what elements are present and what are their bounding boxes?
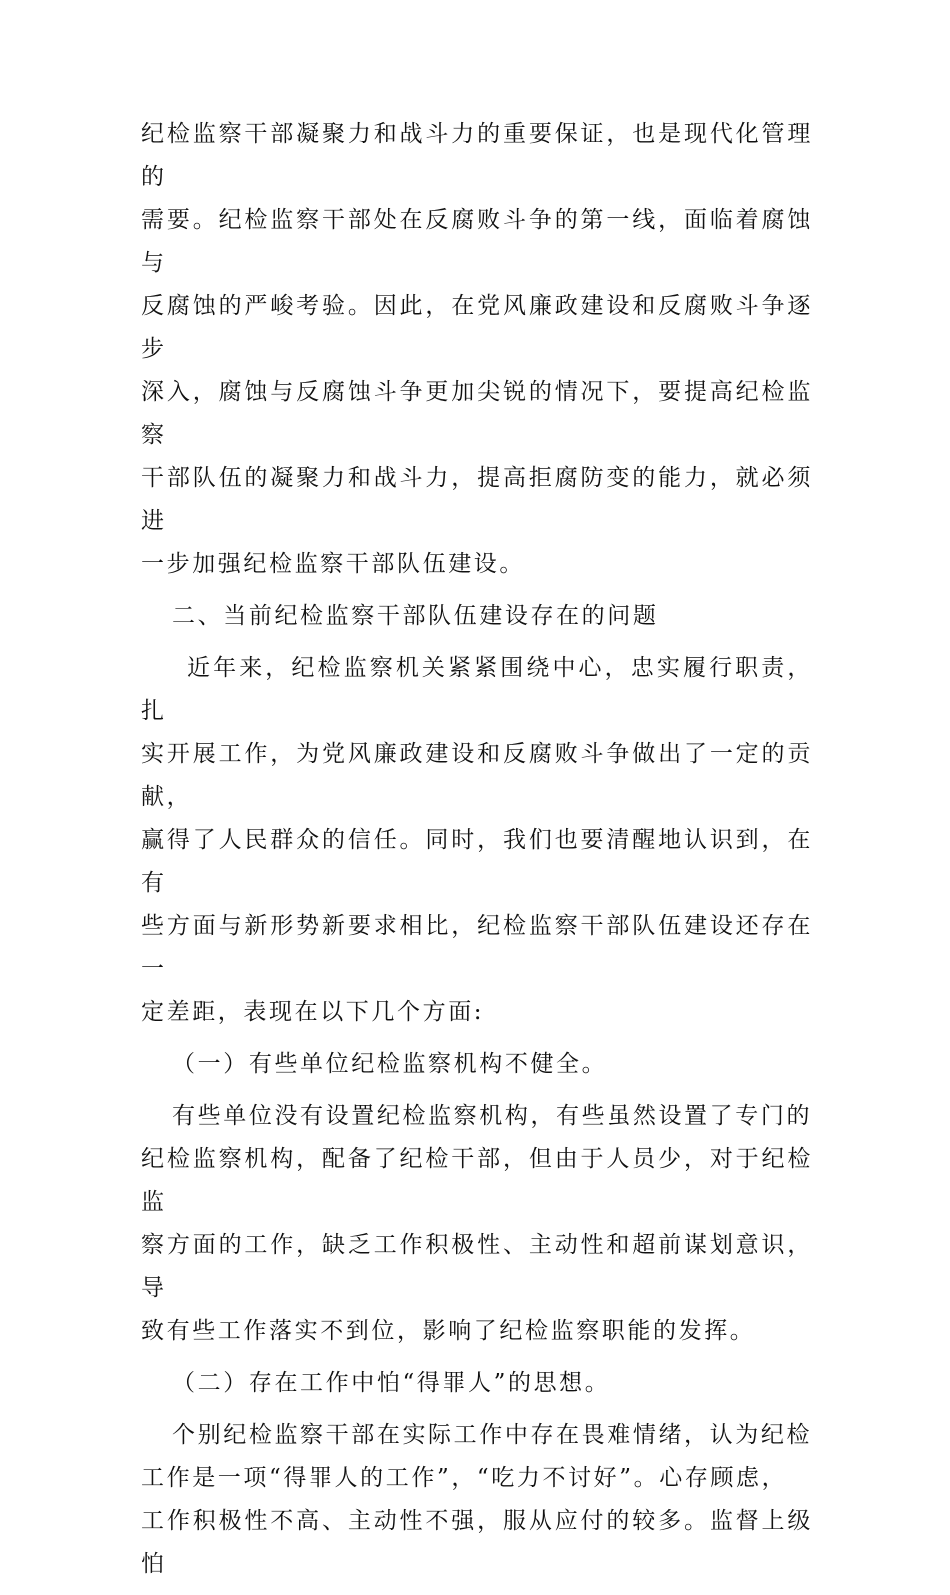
text-line: 反腐蚀的严峻考验。因此，在党风廉政建设和反腐败斗争逐步 [141, 293, 813, 362]
section-heading [141, 595, 813, 638]
text-line: 有些单位没有设置纪检监察机构，有些虽然设置了专门的 [172, 1103, 813, 1129]
text-line: 纪检监察机构，配备了纪检干部，但由于人员少，对于纪检监 [141, 1146, 813, 1215]
text-line: 察方面的工作，缺乏工作积极性、主动性和超前谋划意识，导 [141, 1232, 813, 1301]
heading-text: 二、当前纪检监察干部队伍建设存在的问题 [172, 603, 659, 629]
subheading-text: （二）存在工作中怕“得罪人”的思想。 [172, 1370, 611, 1396]
text-line: 定差距，表现在以下几个方面: [141, 999, 485, 1025]
text-line: 个别纪检监察干部在实际工作中存在畏难情绪，认为纪检 [172, 1422, 813, 1448]
subsection-heading-2 [141, 1362, 813, 1405]
text-line: 实开展工作，为党风廉政建设和反腐败斗争做出了一定的贡献， [141, 741, 813, 810]
paragraph-overview [141, 647, 813, 1034]
paragraph-issue-2 [141, 1414, 813, 1586]
text-line: 需要。纪检监察干部处在反腐败斗争的第一线，面临着腐蚀与 [141, 207, 813, 276]
text-line: 些方面与新形势新要求相比，纪检监察干部队伍建设还存在一 [141, 913, 813, 982]
text-line: 工作是一项“得罪人的工作”，“吃力不讨好”。心存顾虑， [141, 1465, 788, 1491]
document-body [141, 113, 813, 1595]
text-line: 干部队伍的凝聚力和战斗力，提高拒腐防变的能力，就必须进 [141, 465, 813, 534]
text-line: 近年来，纪检监察机关紧紧围绕中心，忠实履行职责，扎 [141, 655, 813, 724]
paragraph-intro-continued [141, 113, 813, 586]
text-line: 纪检监察干部凝聚力和战斗力的重要保证，也是现代化管理的 [141, 121, 813, 190]
text-line: 工作积极性不高、主动性不强，服从应付的较多。监督上级怕 [141, 1508, 813, 1577]
subsection-heading-1 [141, 1043, 813, 1086]
subheading-text: （一）有些单位纪检监察机构不健全。 [172, 1051, 608, 1077]
text-line: 致有些工作落实不到位，影响了纪检监察职能的发挥。 [141, 1318, 756, 1344]
text-line: 赢得了人民群众的信任。同时，我们也要清醒地认识到，在有 [141, 827, 813, 896]
paragraph-issue-1 [141, 1095, 813, 1353]
text-line: 深入，腐蚀与反腐蚀斗争更加尖锐的情况下，要提高纪检监察 [141, 379, 813, 448]
text-line: 一步加强纪检监察干部队伍建设。 [141, 551, 525, 577]
